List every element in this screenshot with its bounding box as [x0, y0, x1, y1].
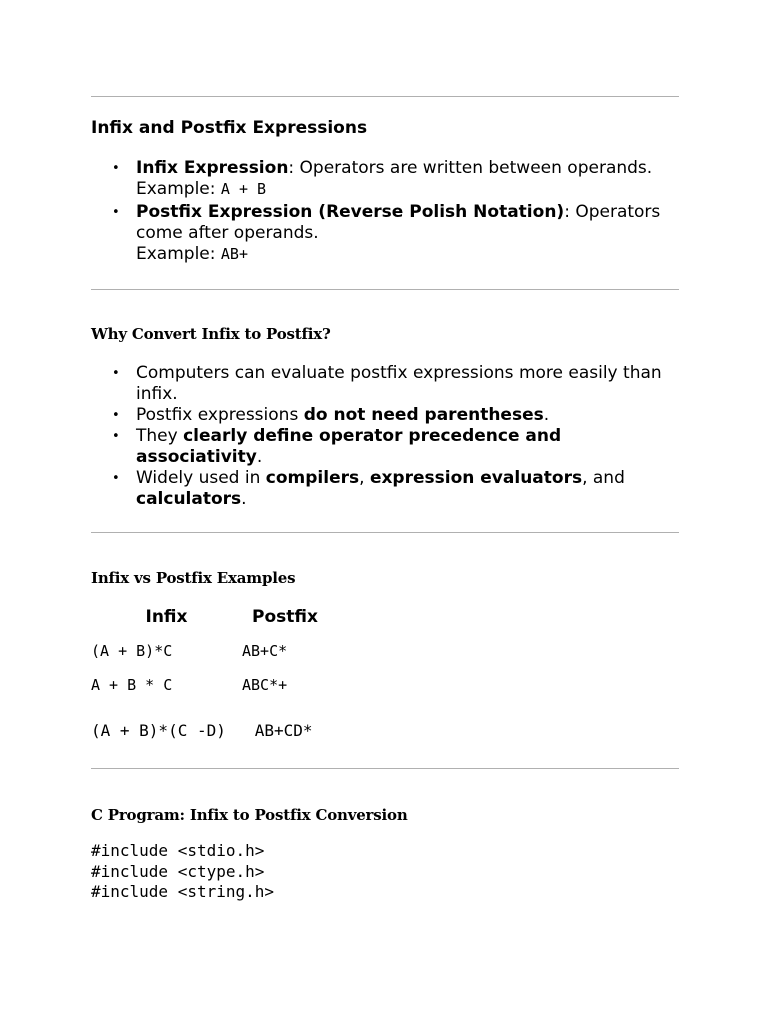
- table-row: [91, 662, 318, 696]
- code-block: [91, 841, 679, 903]
- section-heading-infix-postfix: Infix and Postfix Expressions: [91, 118, 368, 138]
- reason-emphasis: clearly define operator precedence and associativity: [136, 426, 562, 467]
- reason-text: ,: [359, 468, 370, 488]
- infix-cell: (A + B)*(C -D): [91, 721, 226, 740]
- code-line: #include <ctype.h>: [91, 861, 265, 881]
- list-item: [136, 405, 679, 426]
- column-header-infix: Infix: [145, 607, 188, 627]
- infix-cell: (A + B)*C: [91, 642, 173, 660]
- list-item: [136, 158, 679, 200]
- reason-text: .: [256, 447, 263, 467]
- term: Postfix Expression (Reverse Polish Notation): [136, 202, 565, 222]
- document-page: [91, 96, 679, 903]
- postfix-cell: AB+CD*: [254, 721, 313, 740]
- reason-text: .: [543, 405, 550, 425]
- reason-text: They: [136, 426, 184, 446]
- reason-emphasis: calculators: [136, 489, 242, 509]
- reason-emphasis: compilers: [265, 468, 360, 488]
- postfix-cell: ABC*+: [242, 676, 288, 694]
- section-heading-examples: Infix vs Postfix Examples: [91, 569, 296, 587]
- term: Infix Expression: [136, 158, 289, 178]
- definitions-list: [91, 158, 679, 265]
- section-heading-why-convert: Why Convert Infix to Postfix?: [91, 325, 331, 343]
- column-header-postfix: Postfix: [252, 607, 318, 627]
- term-description: : Operators are written between operands.: [288, 158, 653, 178]
- reason-text: .: [241, 489, 247, 509]
- table-row: [91, 628, 318, 662]
- list-item: [136, 363, 679, 405]
- reasons-list: [91, 363, 679, 510]
- divider: [91, 768, 679, 769]
- example-label: Example:: [136, 244, 216, 264]
- list-item: [136, 202, 679, 265]
- infix-cell: A + B * C: [91, 676, 173, 694]
- table-row-wide: [91, 720, 679, 742]
- term-description: : Operators come after operands.: [136, 202, 661, 243]
- reason-text: Widely used in: [136, 468, 266, 488]
- reason-text: Computers can evaluate postfix expressions more easily than infix.: [136, 363, 662, 404]
- divider: [91, 289, 679, 290]
- reason-text: Postfix expressions: [136, 405, 304, 425]
- reason-emphasis: do not need parentheses: [303, 405, 544, 425]
- example-value: A + B: [220, 180, 267, 198]
- list-item: [136, 426, 679, 468]
- section-heading-c-program: C Program: Infix to Postfix Conversion: [91, 806, 408, 824]
- postfix-cell: AB+C*: [242, 642, 288, 660]
- list-item: [136, 468, 679, 510]
- table-header-row: [91, 606, 318, 628]
- example-value: AB+: [220, 245, 248, 263]
- reason-text: , and: [582, 468, 625, 488]
- divider: [91, 532, 679, 533]
- example-label: Example:: [136, 179, 216, 199]
- divider: [91, 96, 679, 97]
- reason-emphasis: expression evaluators: [369, 468, 583, 488]
- code-line: #include <string.h>: [91, 882, 275, 901]
- code-line: #include <stdio.h>: [91, 841, 265, 860]
- examples-table: [91, 606, 318, 696]
